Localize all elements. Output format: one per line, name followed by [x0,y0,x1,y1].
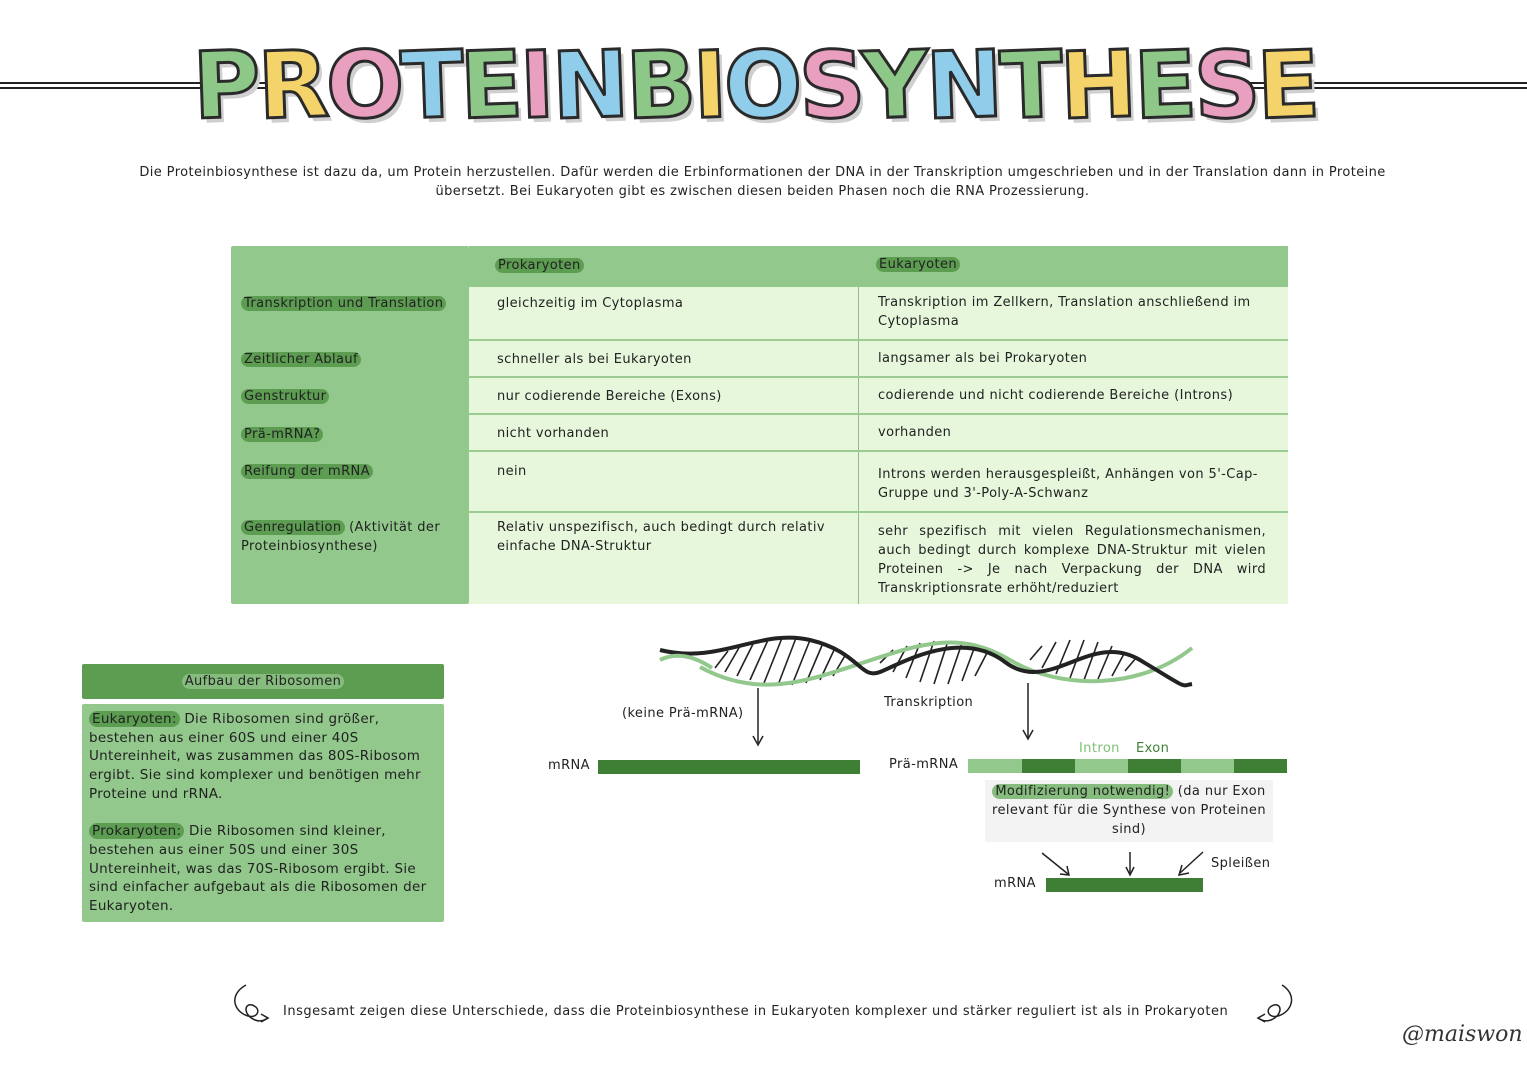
label-pre-mrna: Prä-mRNA [889,757,959,772]
mrna-bar-left [598,760,860,774]
title-letter: H [1057,30,1136,140]
title-letter: S [1191,30,1259,140]
ribosome-prokaryoten-text: Die Ribosomen sind kleiner, bestehen aus einer 50S und einer 30S Untereinheit, was das 70S-Ribosom ergibt. Sie sind einfacher aufgebaut als die Ribosomen der Eukaryoten. [89,823,427,915]
row-label-text: Zeitlicher Ablauf [241,352,361,367]
ribosome-heading-label: Aufbau der Ribosomen [182,674,345,689]
title-letter: N [549,30,628,140]
title-letter: E [1255,30,1319,140]
modification-note [985,780,1273,842]
dna-strand-green-start [660,656,712,668]
title-letter: T [998,30,1062,140]
pre-mrna-exon-segment [1128,759,1181,773]
ribosome-eukaryoten-label: Eukaryoten: [89,711,180,727]
row-label-text: Prä-mRNA? [241,427,323,442]
header-eukaryoten-label: Eukaryoten [876,257,960,272]
title-letter: I [518,30,554,140]
modification-note-highlight: Modifizierung notwendig! [992,784,1173,799]
row-label-extra: (Aktivität der Proteinbiosynthese) [241,520,441,554]
row-label-text: Genstruktur [241,389,329,404]
table-cell-prokaryoten: schneller als bei Eukaryoten [497,352,692,367]
title-letter: E [458,30,523,140]
table-cell-eukaryoten: vorhanden [878,425,952,440]
label-transcription: Transkription [884,695,974,710]
table-cell-eukaryoten: codierende und nicht codierende Bereiche (Introns) [878,388,1234,403]
pre-mrna-intron-segment [968,759,1022,773]
title-letter: R [255,30,328,140]
title-letter: T [398,30,463,140]
signature: @maiswon [1402,1022,1523,1047]
table-cell-eukaryoten: Transkription im Zellkern, Translation anschließend im Cytoplasma [878,295,1251,329]
table-cell-prokaryoten: gleichzeitig im Cytoplasma [497,296,684,311]
pre-mrna-intron-segment [1181,759,1234,773]
arrow-down-left [753,688,763,745]
label-splicing: Spleißen [1211,856,1271,871]
pre-mrna-intron-segment [1075,759,1128,773]
label-exon: Exon [1136,741,1170,756]
ribosome-eukaryoten-text: Die Ribosomen sind größer, bestehen aus einer 60S und einer 40S Untereinheit, was zusammen das 80S-Ribosom ergibt. Sie sind komplexer und benötigen mehr Proteine und rRNA. [89,711,421,802]
row-label-text: Reifung der mRNA [241,464,373,479]
table-cell-eukaryoten: Introns werden herausgespleißt, Anhängen von 5'-Cap-Gruppe und 3'-Poly-A-Schwanz [878,467,1258,501]
splicing-arrows [1042,852,1203,875]
header-prokaryoten-label: Prokaryoten [495,258,584,273]
table-cell-prokaryoten: Relativ unspezifisch, auch bedingt durch relativ einfache DNA-Struktur [497,520,825,554]
title-letter: B [623,30,695,140]
intro-line-1: Die Proteinbiosynthese ist dazu da, um Protein herzustellen. Dafür werden die Erbinformationen der DNA in der Transkription umgeschrieben und in der Translation dann in Proteine [139,165,1386,180]
title-letter: O [323,30,403,140]
intro-line-2: übersetzt. Bei Eukaryoten gibt es zwischen diesen beiden Phasen noch die RNA Prozessierung. [435,184,1090,199]
conclusion-text: Insgesamt zeigen diese Unterschiede, dass die Proteinbiosynthese in Eukaryoten komplexer und stärker reguliert ist als in Prokaryoten [283,1004,1229,1019]
title-letter: E [1131,30,1196,140]
table-cell-prokaryoten: nur codierende Bereiche (Exons) [497,389,722,404]
pre-mrna-bar [968,759,1287,773]
title-letter: N [924,30,1002,140]
title-letter: S [797,30,865,140]
table-cell-eukaryoten: sehr spezifisch mit vielen Regulationsmechanismen, auch bedingt durch komplexe DNA-Struktur mit vielen Proteinen -> Je nach Verpackung der DNA wird Transkriptionsrate erhöht/reduziert [878,524,1266,596]
row-label-text: Genregulation [241,520,345,535]
table-cell-eukaryoten: langsamer als bei Prokaryoten [878,351,1088,366]
title-letter: Y [860,30,928,140]
swirl-arrow-right [1258,1014,1265,1022]
swirl-arrow-left [261,1014,268,1022]
label-intron: Intron [1079,741,1120,756]
table-cell-prokaryoten: nicht vorhanden [497,426,610,441]
label-mrna-right: mRNA [994,876,1036,891]
title-letter: I [690,30,726,140]
row-label-text: Transkription und Translation [241,296,446,311]
ribosome-prokaryoten-label: Prokaryoten: [89,823,184,839]
title-letter: P [191,30,260,140]
pre-mrna-exon-segment [1234,759,1287,773]
modification-note-text: (da nur Exon relevant für die Synthese von Proteinen sind) [992,784,1266,837]
mrna-bar-right [1046,878,1203,892]
arrow-down-right [1023,683,1033,739]
title-letter: O [722,30,802,140]
pre-mrna-exon-segment [1022,759,1075,773]
table-cell-prokaryoten: nein [497,464,527,479]
label-no-pre-mrna: (keine Prä-mRNA) [622,706,744,721]
label-mrna-left: mRNA [548,758,590,773]
